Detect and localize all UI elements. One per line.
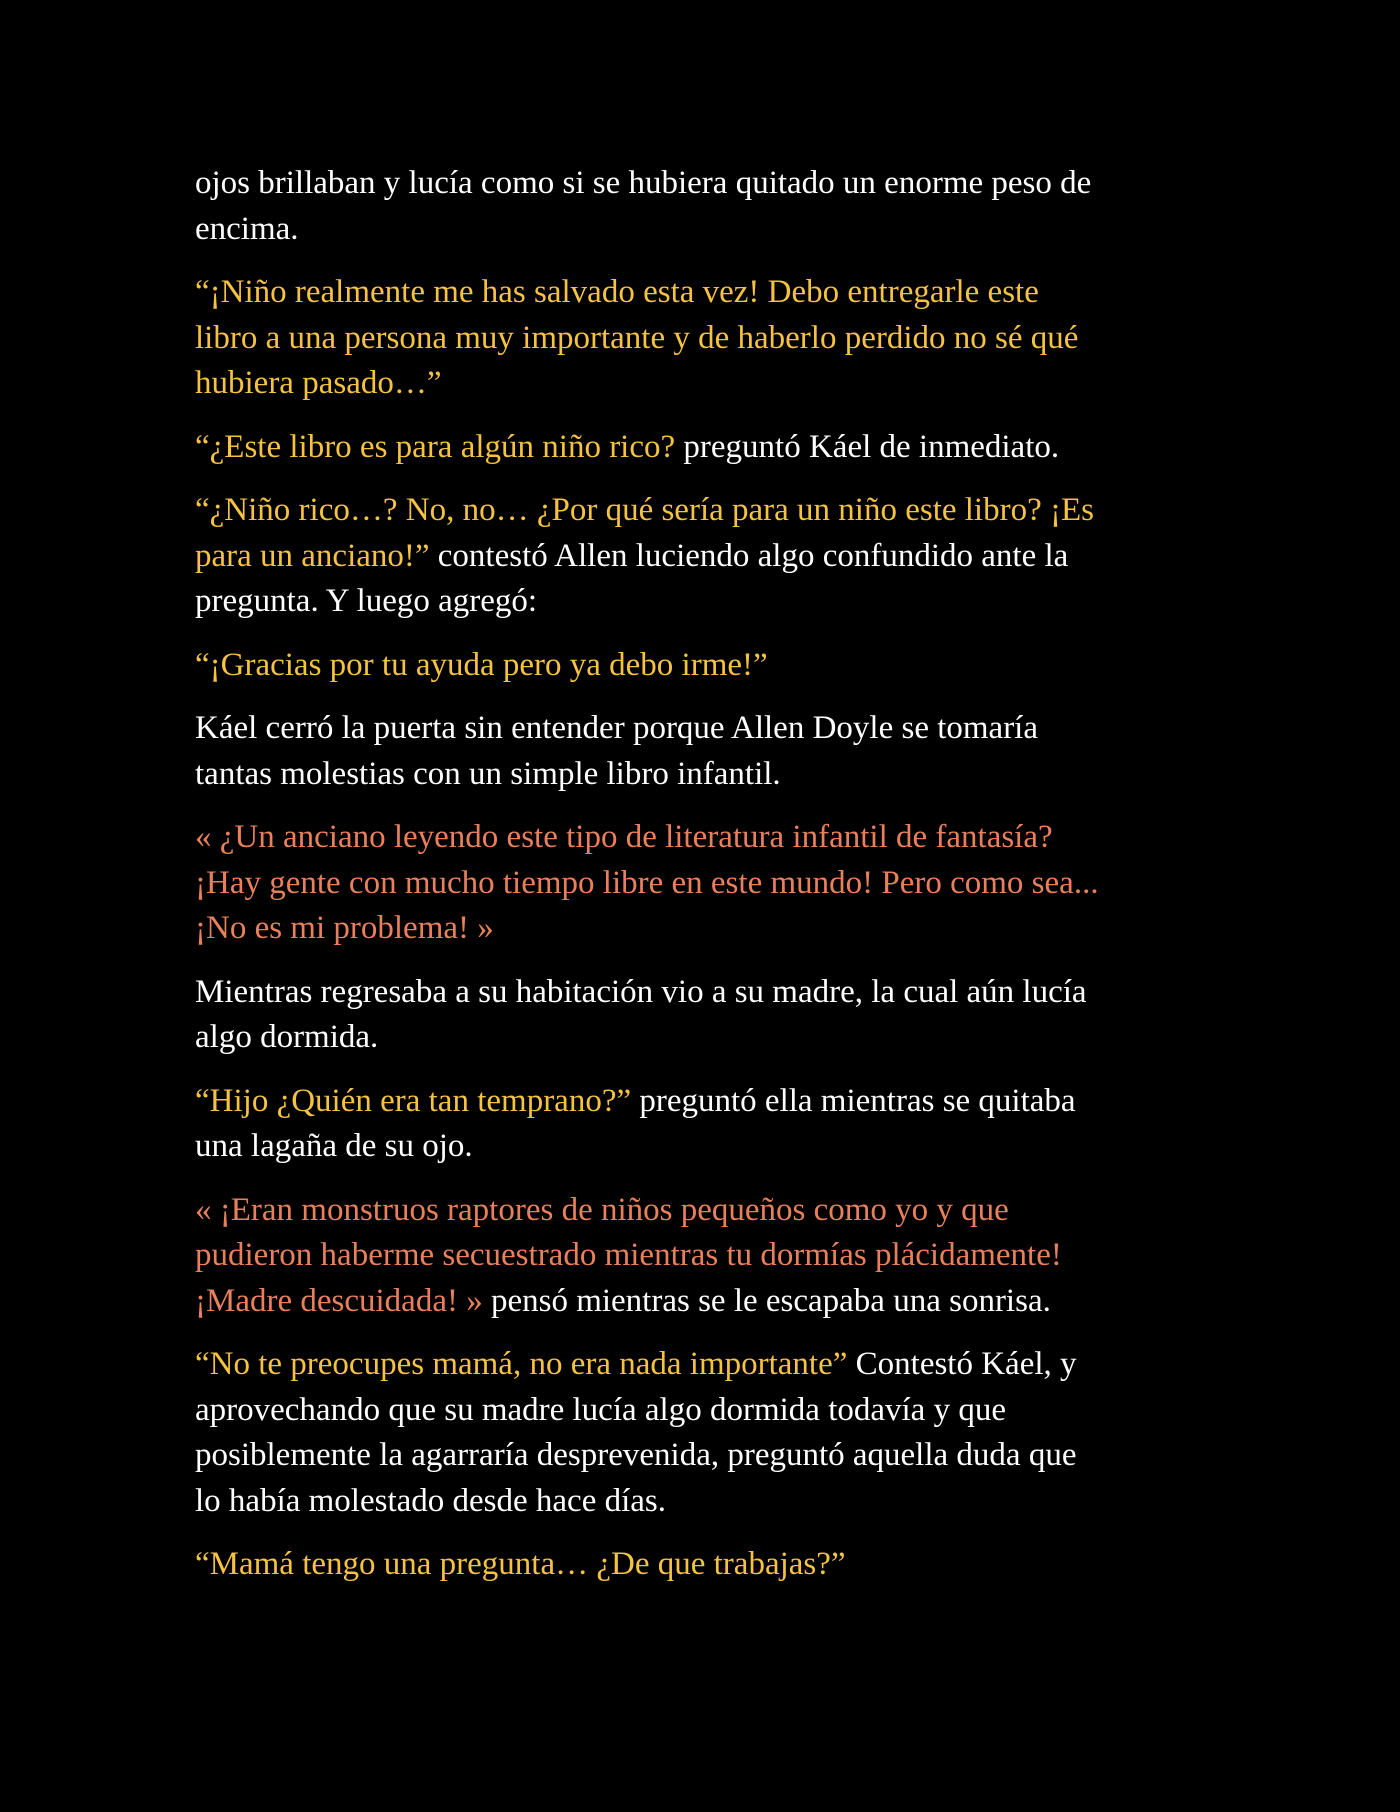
narration-text: algo dormida. [195, 1019, 379, 1055]
text-line [195, 1279, 1225, 1325]
paragraph [195, 815, 1225, 952]
paragraph [195, 706, 1225, 797]
narration-text: una lagaña de su ojo. [195, 1128, 473, 1164]
text-line [195, 1342, 1225, 1388]
text-line [195, 316, 1225, 362]
text-line [195, 1079, 1225, 1125]
paragraph [195, 643, 1225, 689]
text-line [195, 534, 1225, 580]
paragraph [195, 1342, 1225, 1524]
text-line [195, 1542, 1225, 1588]
dialogue-text: “¡Niño realmente me has salvado esta vez! Debo entregarle este [195, 274, 1039, 310]
dialogue-text: “¿Este libro es para algún niño rico? [195, 428, 676, 465]
text-line [195, 906, 1225, 952]
narration-text: pregunta. Y luego agregó: [195, 583, 538, 619]
paragraph [195, 161, 1225, 252]
dialogue-text: “¿Niño rico…? No, no… ¿Por qué sería para un niño este libro? ¡Es [195, 492, 1094, 528]
text-line [195, 361, 1225, 407]
story-text [195, 161, 1225, 1606]
paragraph [195, 970, 1225, 1061]
narration-text: contestó Allen luciendo algo confundido ante la [429, 537, 1069, 574]
text-line [195, 706, 1225, 752]
dialogue-text: “Hijo ¿Quién era tan temprano?” [195, 1082, 632, 1119]
thought-text: « ¿Un anciano leyendo este tipo de literatura infantil de fantasía? [195, 819, 1053, 855]
narration-text: lo había molestado desde hace días. [195, 1482, 667, 1519]
text-line [195, 815, 1225, 861]
dialogue-text: hubiera pasado…” [195, 365, 442, 401]
text-line [195, 643, 1225, 689]
text-line [195, 1015, 1225, 1061]
text-line [195, 1479, 1225, 1525]
dialogue-text: “¡Gracias por tu ayuda pero ya debo irme!” [195, 646, 768, 683]
text-line [195, 425, 1225, 471]
text-line [195, 579, 1225, 625]
narration-text: aprovechando que su madre lucía algo dormida todavía y que [195, 1391, 1006, 1428]
thought-text: « ¡Eran monstruos raptores de niños pequeños como yo y que [195, 1191, 1009, 1228]
narration-text: preguntó ella mientras se quitaba [631, 1082, 1076, 1119]
narration-text: posiblemente la agarraría desprevenida, preguntó aquella duda que [195, 1437, 1077, 1473]
text-line [195, 970, 1225, 1016]
narration-text: preguntó Káel de inmediato. [675, 428, 1060, 465]
paragraph [195, 270, 1225, 407]
text-line [195, 1388, 1225, 1434]
text-line [195, 161, 1225, 207]
paragraph [195, 1079, 1225, 1170]
dialogue-text: “No te preocupes mamá, no era nada importante” [195, 1346, 848, 1382]
thought-text: ¡No es mi problema! » [195, 910, 494, 946]
text-line [195, 1233, 1225, 1279]
dialogue-text: “Mamá tengo una pregunta… ¿De que trabajas?” [195, 1546, 846, 1582]
thought-text: pudieron haberme secuestrado mientras tu dormías plácidamente! [195, 1237, 1062, 1273]
dialogue-text: libro a una persona muy importante y de haberlo perdido no sé qué [195, 319, 1079, 356]
text-line [195, 752, 1225, 798]
paragraph [195, 1542, 1225, 1588]
thought-text: ¡Hay gente con mucho tiempo libre en este mundo! Pero como sea... [195, 864, 1099, 901]
text-line [195, 488, 1225, 534]
paragraph [195, 488, 1225, 625]
paragraph [195, 1188, 1225, 1325]
text-line [195, 1188, 1225, 1234]
narration-text: tantas molestias con un simple libro infantil. [195, 755, 781, 792]
text-line [195, 207, 1225, 253]
text-line [195, 1124, 1225, 1170]
narration-text: Káel cerró la puerta sin entender porque Allen Doyle se tomaría [195, 710, 1038, 746]
narration-text: Contestó Káel, y [847, 1346, 1077, 1382]
text-line [195, 1433, 1225, 1479]
narration-text: pensó mientras se le escapaba una sonrisa. [482, 1282, 1051, 1319]
thought-text: ¡Madre descuidada! » [195, 1282, 483, 1319]
narration-text: encima. [195, 210, 299, 247]
narration-text: ojos brillaban y lucía como si se hubiera quitado un enorme peso de [195, 165, 1092, 201]
dialogue-text: para un anciano!” [195, 537, 430, 574]
text-line [195, 861, 1225, 907]
narration-text: Mientras regresaba a su habitación vio a su madre, la cual aún lucía [195, 973, 1087, 1010]
text-line [195, 270, 1225, 316]
paragraph [195, 425, 1225, 471]
